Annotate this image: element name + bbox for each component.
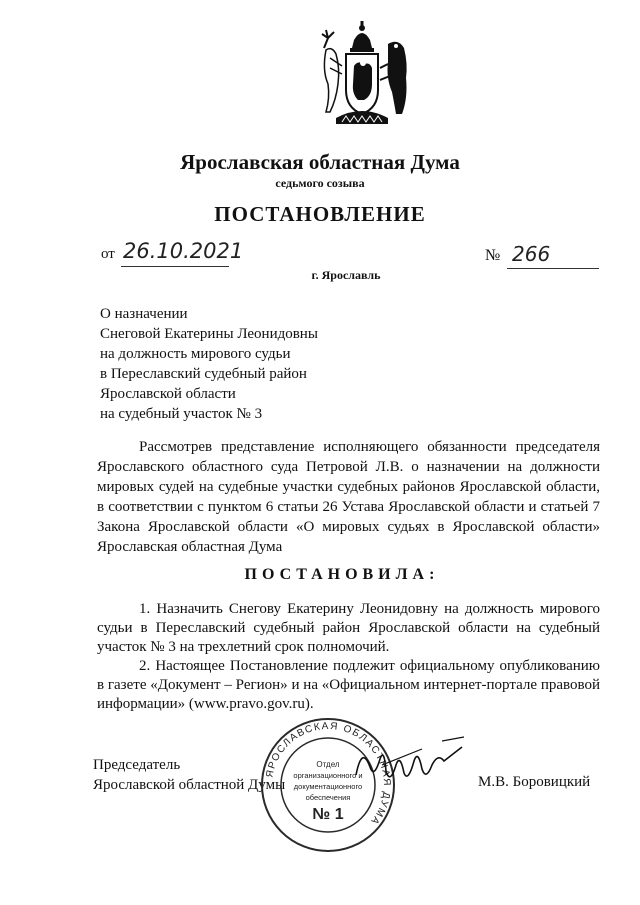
- coat-of-arms-emblem: [302, 18, 422, 130]
- signatory-title-line: Председатель: [93, 757, 181, 773]
- number-underline: [507, 268, 599, 269]
- handwritten-signature: [352, 735, 472, 795]
- subject-line: Ярославской области: [100, 386, 236, 402]
- date-prefix: от: [101, 246, 115, 262]
- decree-item: 2. Настоящее Постановление подлежит официальному опубликованию в газете «Документ – Регион» и на «Официальном интернет-портале правовой информации» (www.pravo.gov.ru).: [97, 658, 600, 712]
- handwritten-date: 26.10.2021: [123, 239, 244, 263]
- subject-line: на должность мирового судьи: [100, 346, 291, 362]
- preamble-text: [97, 437, 600, 557]
- subject-line: на судебный участок № 3: [100, 406, 263, 422]
- decree-item: 1. Назначить Снегову Екатерину Леонидовну на должность мирового судьи в Переславский судебный район Ярославской области на судебный участок № 3 на трехлетний срок полномочий.: [97, 601, 600, 655]
- convocation-label: седьмого созыва: [275, 176, 365, 190]
- city-label: г. Ярославль: [311, 268, 381, 282]
- stamp-line: обеспечения: [305, 793, 351, 802]
- subject-line: О назначении: [100, 306, 188, 322]
- subject-line: Снеговой Екатерины Леонидовны: [100, 326, 318, 342]
- signatory-name: М.В. Боровицкий: [478, 774, 591, 790]
- stamp-ring-text: ЯРОСЛАВСКАЯ ОБЛАСТНАЯ ДУМА: [264, 720, 393, 828]
- handwritten-number: 266: [512, 242, 551, 266]
- stamp-line: Отдел: [316, 760, 340, 769]
- stamp-line: организационного и: [293, 771, 363, 780]
- preamble-paragraph: Рассмотрев представление исполняющего обязанности председателя Ярославского областного суда Петровой Л.В. о назначении на должности мировых судей на судебные участки судебных районов Ярославской области, в соответствии с пунктом 6 статьи 26 Устава Ярославской области и статьей 7 Закона Ярославской области «О мировых судьях в Ярославской области» Ярославская областная Дума: [97, 439, 600, 555]
- decree-heading: ПОСТАНОВИЛА:: [244, 566, 440, 583]
- signatory-title: [93, 755, 285, 795]
- organization-title: Ярославская областная Дума: [180, 150, 460, 174]
- document-type-heading: ПОСТАНОВЛЕНИЕ: [214, 202, 426, 226]
- subject-block: [100, 304, 318, 424]
- subject-line: в Переславский судебный район: [100, 366, 307, 382]
- decree-items: [97, 600, 600, 714]
- signatory-title-line: Ярославской областной Думы: [93, 777, 286, 793]
- stamp-line: документационного: [293, 782, 363, 791]
- date-underline: [121, 266, 229, 267]
- stamp-number: № 1: [312, 806, 344, 823]
- number-prefix: №: [485, 247, 501, 264]
